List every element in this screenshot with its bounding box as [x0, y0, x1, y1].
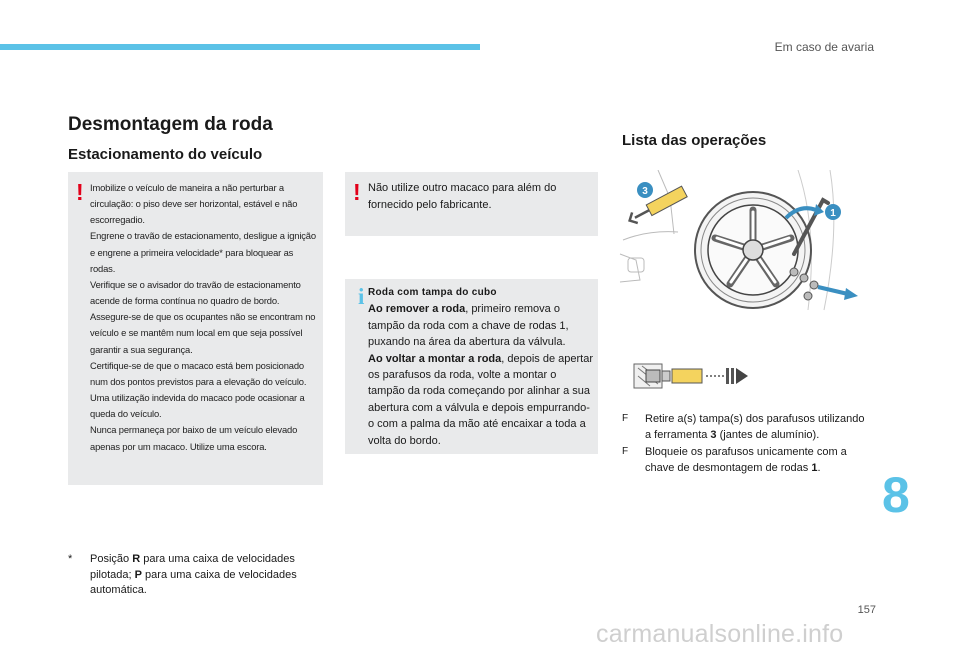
subheading-parking: Estacionamento do veículo	[68, 146, 263, 163]
warning-line: Nunca permaneça por baixo de um veículo elevado apenas por um macaco. Utilize uma escora.	[90, 424, 298, 452]
jack-warning-text: Não utilize outro macaco para além do fornecido pelo fabricante.	[368, 182, 557, 211]
parking-warning-text	[90, 180, 320, 455]
footnote-text: para uma caixa de velocidades pilotada;	[90, 553, 295, 581]
warning-icon: !	[353, 179, 361, 205]
footnote-marker: *	[68, 553, 73, 565]
operation-item: F Retire a(s) tampa(s) dos parafusos utilizando a ferramenta 3 (jantes de alumínio).	[622, 413, 865, 442]
info-icon: i	[358, 284, 365, 309]
jack-warning-box	[345, 172, 598, 236]
parking-warning-box	[68, 172, 323, 485]
page-number: 157	[857, 604, 876, 616]
operations-list	[622, 411, 872, 477]
warning-line: Verifique se o avisador do travão de estacionamento acende de forma contínua no quadro de bordo.	[90, 278, 301, 307]
footnote-gear-p: P	[134, 568, 142, 581]
warning-line: Uma utilização indevida do macaco pode ocasionar a queda do veículo.	[90, 392, 305, 420]
warning-line: Assegure-se de que os ocupantes não se encontram no veículo e se mantêm num local em que seja possível garantir a sua segurança.	[90, 311, 316, 355]
warning-line: Imobilize o veículo de maneira a não perturbar a circulação: o piso deve ser horizontal, estável e não escorregadio.	[90, 182, 298, 226]
warning-line: Certifique-se de que o macaco está bem posicionado num dos pontos previstos para a elevação do veículo.	[90, 359, 307, 387]
header-accent-bar	[0, 44, 480, 50]
info-remove: Ao remover a roda, primeiro remova o tampão da roda com a chave de rodas 1, puxando na área da abertura da válvula.	[368, 303, 569, 349]
info-title: Roda com tampa do cubo	[368, 287, 497, 298]
footnote-text: Posição	[90, 553, 133, 565]
hubcap-info-text	[368, 285, 596, 449]
bullet-icon: F	[622, 413, 629, 424]
chapter-number: 8	[882, 467, 910, 523]
footnote-text: para uma caixa de velocidades automática.	[90, 568, 297, 596]
warning-icon: !	[76, 179, 84, 205]
info-refit: Ao voltar a montar a roda, depois de apertar os parafusos da roda, volte a montar o tampão da roda começando por alinhar a sua abertura com a válvula e depois empurrando-o com a palma da mão até encaixar a toda a volta do bordo.	[368, 352, 593, 447]
page-heading: Desmontagem da roda	[68, 114, 273, 135]
watermark: carmanualsonline.info	[596, 620, 844, 648]
footnote	[68, 552, 328, 599]
hubcap-info-box	[345, 279, 598, 454]
callout-3: 3	[642, 186, 648, 197]
section-title: Em caso de avaria	[774, 40, 874, 54]
callout-1: 1	[830, 208, 836, 219]
bullet-icon: F	[622, 445, 629, 457]
footnote-gear-r: R	[132, 553, 141, 565]
warning-line: Engrene o travão de estacionamento, desligue a ignição e engrene a primeira velocidade* para bloquear as rodas.	[90, 230, 316, 274]
wheel-removal-illustration	[618, 170, 868, 315]
bolt-cap-tool-illustration	[632, 358, 750, 394]
subheading-operations: Lista das operações	[622, 132, 767, 149]
operation-item: F Bloqueie os parafusos unicamente com a chave de desmontagem de rodas 1.	[622, 445, 847, 475]
